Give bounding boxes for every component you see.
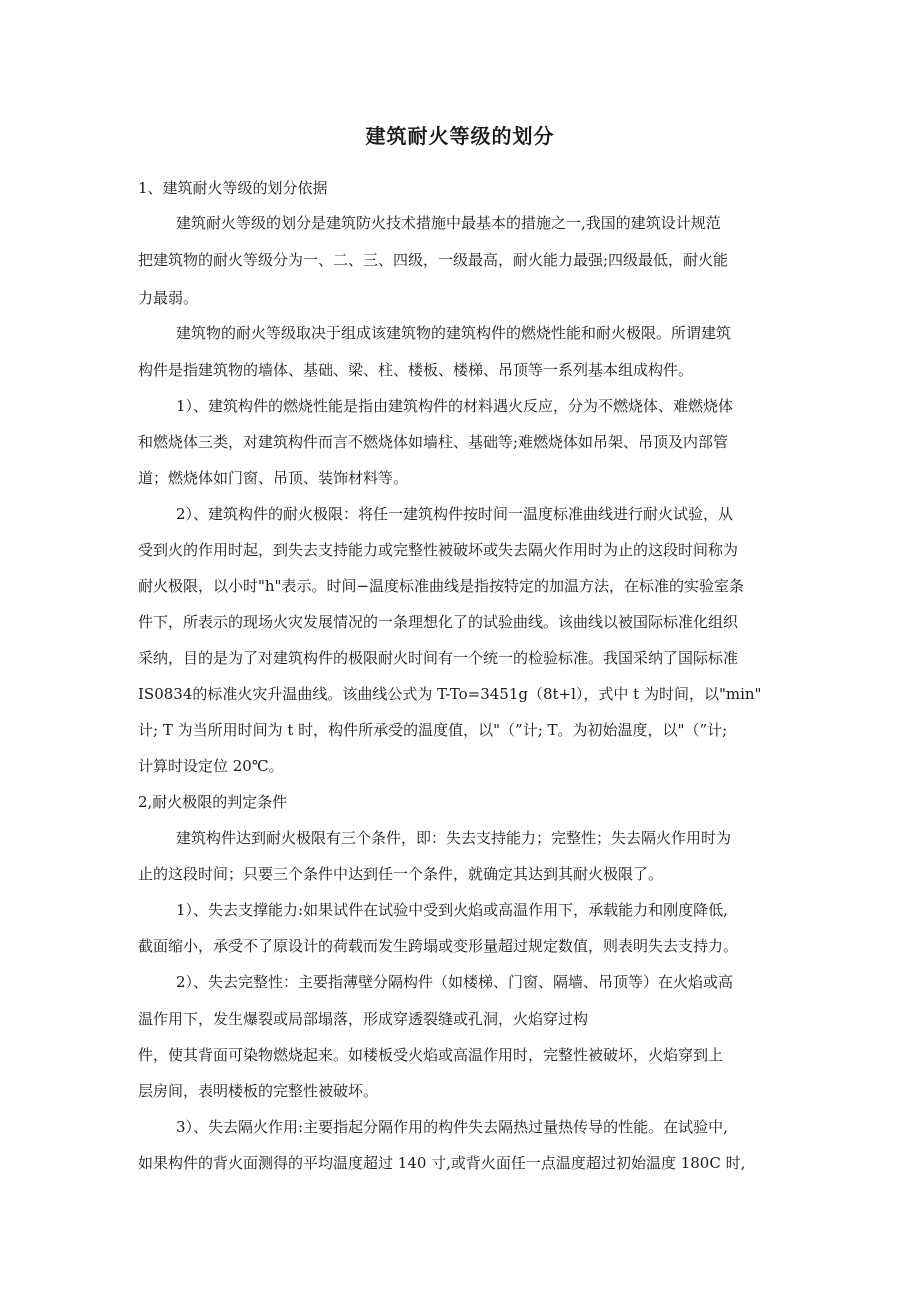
paragraph-line: 构件是指建筑物的墙体、基础、梁、柱、楼板、楼梯、吊顶等一系列基本组成构件。 [138, 361, 694, 379]
paragraph-line: 受到火的作用时起，到失去支持能力或完整性被破坏或失去隔火作用时为止的这段时间称为 [138, 541, 739, 559]
paragraph-line: 力最弱。 [138, 289, 199, 307]
paragraph-line: 耐火极限，以小时"h"表示。时间−温度标准曲线是指按特定的加温方法，在标准的实验室条 [138, 577, 745, 595]
paragraph-line: 层房间，表明楼板的完整性被破坏。 [138, 1082, 379, 1100]
paragraph-line: 和燃烧体三类，对建筑构件而言不燃烧体如墙柱、基础等;难燃烧体如吊架、吊顶及内部管 [138, 433, 729, 451]
section-heading-1: 1、建筑耐火等级的划分依据 [138, 179, 328, 197]
document-title: 建筑耐火等级的划分 [365, 124, 555, 148]
section-heading-2: 2,耐火极限的判定条件 [138, 793, 288, 811]
paragraph-line: 1）、失去支撑能力:如果试件在试验中受到火焰或高温作用下，承载能力和刚度降低, [176, 901, 728, 919]
paragraph-line: IS0834的标准火灾升温曲线。该曲线公式为 T-To=3451g（8t+l），式中 t 为时间，以"min" [138, 685, 762, 703]
paragraph-line: 建筑耐火等级的划分是建筑防火技术措施中最基本的措施之一,我国的建筑设计规范 [176, 214, 721, 232]
paragraph-line: 件下，所表示的现场火灾发展情况的一条理想化了的试验曲线。该曲线以被国际标准化组织 [138, 613, 739, 631]
paragraph-line: 截面缩小，承受不了原设计的荷载而发生跨塌或变形量超过规定数值，则表明失去支持力。 [138, 937, 739, 955]
paragraph-line: 3）、失去隔火作用:主要指起分隔作用的构件失去隔热过量热传导的性能。在试验中, [176, 1118, 728, 1136]
paragraph-line: 道；燃烧体如门窗、吊顶、装饰材料等。 [138, 469, 409, 487]
paragraph-line: 计; T 为当所用时间为 t 时，构件所承受的温度值，以"（”计; T。为初始温度，以"（”计; [138, 721, 728, 739]
paragraph-line: 把建筑物的耐火等级分为一、二、三、四级，一级最高，耐火能力最强;四级最低，耐火能 [138, 251, 729, 269]
paragraph-line: 采纳，目的是为了对建筑构件的极限耐火时间有一个统一的检验标准。我国采纳了国际标准 [138, 649, 739, 667]
paragraph-line: 2）、建筑构件的耐火极限：将任一建筑构件按时间一温度标准曲线进行耐火试验，从 [176, 505, 734, 523]
paragraph-line: 1）、建筑构件的燃烧性能是指由建筑构件的材料遇火反应，分为不燃烧体、难燃烧体 [176, 397, 734, 415]
paragraph-line: 止的这段时间；只要三个条件中达到任一个条件，就确定其达到其耐火极限了。 [138, 865, 664, 883]
paragraph-line: 如果构件的背火面测得的平均温度超过 140 寸,或背火面任一点温度超过初始温度 180C 时, [138, 1154, 746, 1172]
paragraph-line: 温作用下，发生爆裂或局部塌落，形成穿透裂缝或孔洞，火焰穿过构 [138, 1010, 589, 1028]
paragraph-line: 计算时设定位 20℃。 [138, 757, 284, 775]
paragraph-line: 2）、失去完整性：主要指薄壁分隔构件（如楼梯、门窗、隔墙、吊顶等）在火焰或高 [176, 973, 734, 991]
paragraph-line: 建筑构件达到耐火极限有三个条件，即：失去支持能力；完整性；失去隔火作用时为 [176, 829, 732, 847]
paragraph-line: 建筑物的耐火等级取决于组成该建筑物的建筑构件的燃烧性能和耐火极限。所谓建筑 [176, 324, 732, 342]
paragraph-line: 件，使其背面可染物燃烧起来。如楼板受火焰或高温作用时，完整性被破坏，火焰穿到上 [138, 1046, 724, 1064]
